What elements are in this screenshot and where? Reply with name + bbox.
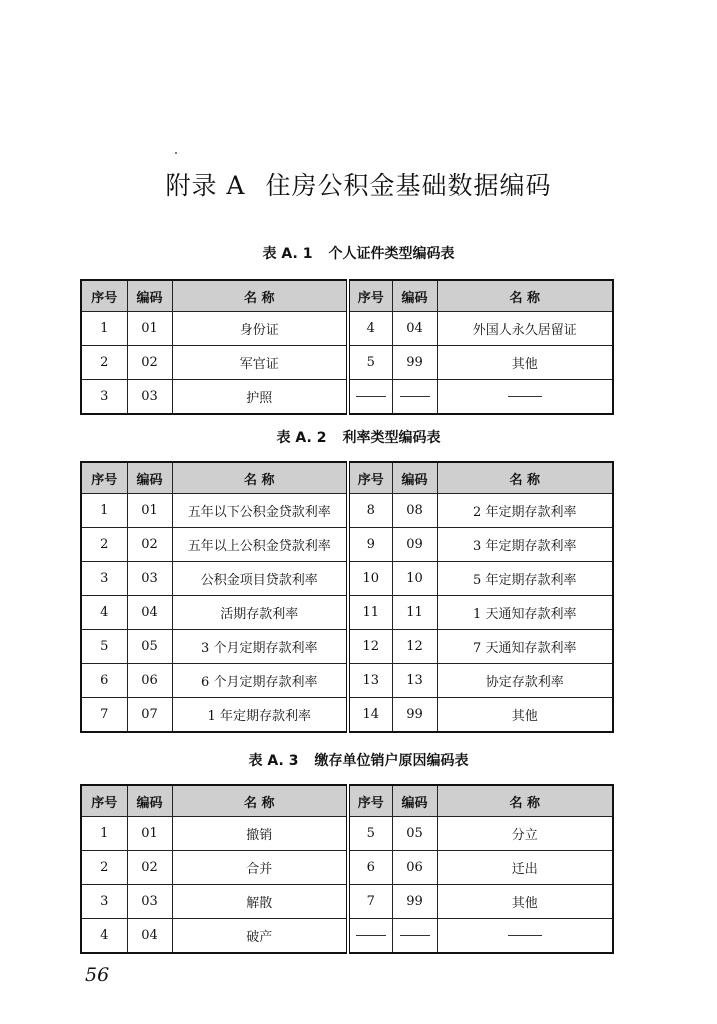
code-table xyxy=(80,784,614,954)
table-number: 表 A. 2 xyxy=(276,430,327,446)
name-cell: 身份证 xyxy=(172,312,348,346)
code-cell: 03 xyxy=(127,562,172,596)
table-number: 表 A. 3 xyxy=(248,753,299,769)
column-header-name: 名 称 xyxy=(172,785,348,817)
name-cell: 协定存款利率 xyxy=(437,664,613,698)
name-cell: 护照 xyxy=(172,380,348,415)
seq-cell: 1 xyxy=(81,312,127,346)
code-cell: 10 xyxy=(392,562,437,596)
column-header-seq: 序号 xyxy=(81,785,127,817)
name-cell: 其他 xyxy=(437,885,613,919)
column-header-code: 编码 xyxy=(127,280,172,312)
table-row xyxy=(81,312,613,346)
table-row xyxy=(81,919,613,954)
seq-cell: 2 xyxy=(81,346,127,380)
dash-mark xyxy=(400,396,430,397)
table-header-row xyxy=(81,280,613,312)
name-cell: 1 天通知存款利率 xyxy=(437,596,613,630)
column-header-seq: 序号 xyxy=(81,280,127,312)
page-number: 56 xyxy=(85,964,110,986)
table-title: 个人证件类型编码表 xyxy=(328,246,455,262)
name-cell: 破产 xyxy=(172,919,348,954)
page-title xyxy=(0,166,717,202)
seq-cell: 1 xyxy=(81,494,127,528)
name-cell: 其他 xyxy=(437,346,613,380)
name-cell: 5 年定期存款利率 xyxy=(437,562,613,596)
seq-cell: 3 xyxy=(81,380,127,415)
table-row xyxy=(81,817,613,851)
dash-mark xyxy=(508,935,542,936)
scan-speck xyxy=(175,152,177,154)
name-cell: 3 个月定期存款利率 xyxy=(172,630,348,664)
column-header-code: 编码 xyxy=(392,280,437,312)
column-header-code: 编码 xyxy=(127,462,172,494)
table-title: 利率类型编码表 xyxy=(342,430,441,446)
name-cell: 其他 xyxy=(437,698,613,733)
code-cell: 99 xyxy=(392,885,437,919)
table-caption xyxy=(0,750,717,770)
empty-cell xyxy=(392,919,437,954)
column-header-code: 编码 xyxy=(392,785,437,817)
code-cell: 04 xyxy=(127,596,172,630)
name-cell: 迁出 xyxy=(437,851,613,885)
table-row xyxy=(81,698,613,733)
code-cell: 04 xyxy=(392,312,437,346)
seq-cell: 13 xyxy=(348,664,392,698)
code-cell: 02 xyxy=(127,528,172,562)
seq-cell: 8 xyxy=(348,494,392,528)
column-header-code: 编码 xyxy=(392,462,437,494)
table-row xyxy=(81,630,613,664)
code-table xyxy=(80,461,614,733)
seq-cell: 3 xyxy=(81,562,127,596)
column-header-seq: 序号 xyxy=(348,280,392,312)
name-cell: 活期存款利率 xyxy=(172,596,348,630)
seq-cell: 4 xyxy=(348,312,392,346)
name-cell: 五年以下公积金贷款利率 xyxy=(172,494,348,528)
seq-cell: 2 xyxy=(81,528,127,562)
seq-cell: 6 xyxy=(81,664,127,698)
table-title: 缴存单位销户原因编码表 xyxy=(314,753,469,769)
code-cell: 99 xyxy=(392,346,437,380)
code-cell: 02 xyxy=(127,346,172,380)
name-cell: 3 年定期存款利率 xyxy=(437,528,613,562)
dash-mark xyxy=(400,935,430,936)
table-number: 表 A. 1 xyxy=(262,246,313,262)
seq-cell: 4 xyxy=(81,596,127,630)
name-cell: 军官证 xyxy=(172,346,348,380)
code-cell: 06 xyxy=(127,664,172,698)
empty-cell xyxy=(348,919,392,954)
code-cell: 05 xyxy=(127,630,172,664)
table-caption xyxy=(0,427,717,447)
code-cell: 08 xyxy=(392,494,437,528)
column-header-seq: 序号 xyxy=(348,785,392,817)
table-header-row xyxy=(81,785,613,817)
empty-cell xyxy=(348,380,392,415)
seq-cell: 4 xyxy=(81,919,127,954)
table-row xyxy=(81,562,613,596)
code-cell: 03 xyxy=(127,380,172,415)
code-cell: 04 xyxy=(127,919,172,954)
appendix-label: 附录 A xyxy=(165,171,246,200)
name-cell: 2 年定期存款利率 xyxy=(437,494,613,528)
seq-cell: 5 xyxy=(348,346,392,380)
seq-cell: 5 xyxy=(81,630,127,664)
table-row xyxy=(81,346,613,380)
code-cell: 01 xyxy=(127,312,172,346)
empty-cell xyxy=(392,380,437,415)
name-cell: 五年以上公积金贷款利率 xyxy=(172,528,348,562)
code-cell: 03 xyxy=(127,885,172,919)
table-row xyxy=(81,664,613,698)
code-cell: 01 xyxy=(127,817,172,851)
name-cell: 外国人永久居留证 xyxy=(437,312,613,346)
seq-cell: 5 xyxy=(348,817,392,851)
code-cell: 07 xyxy=(127,698,172,733)
column-header-name: 名 称 xyxy=(437,785,613,817)
name-cell: 1 年定期存款利率 xyxy=(172,698,348,733)
name-cell: 合并 xyxy=(172,851,348,885)
table-row xyxy=(81,528,613,562)
seq-cell: 6 xyxy=(348,851,392,885)
table-row xyxy=(81,380,613,415)
table-row xyxy=(81,851,613,885)
dash-mark xyxy=(356,935,386,936)
code-cell: 11 xyxy=(392,596,437,630)
name-cell: 7 天通知存款利率 xyxy=(437,630,613,664)
code-cell: 06 xyxy=(392,851,437,885)
column-header-name: 名 称 xyxy=(172,462,348,494)
column-header-name: 名 称 xyxy=(437,280,613,312)
table-caption xyxy=(0,243,717,263)
name-cell: 解散 xyxy=(172,885,348,919)
column-header-name: 名 称 xyxy=(437,462,613,494)
table-row xyxy=(81,494,613,528)
name-cell: 公积金项目贷款利率 xyxy=(172,562,348,596)
seq-cell: 7 xyxy=(348,885,392,919)
dash-mark xyxy=(508,396,542,397)
seq-cell: 9 xyxy=(348,528,392,562)
code-cell: 13 xyxy=(392,664,437,698)
empty-cell xyxy=(437,380,613,415)
seq-cell: 10 xyxy=(348,562,392,596)
column-header-code: 编码 xyxy=(127,785,172,817)
seq-cell: 7 xyxy=(81,698,127,733)
column-header-seq: 序号 xyxy=(81,462,127,494)
column-header-seq: 序号 xyxy=(348,462,392,494)
table-row xyxy=(81,596,613,630)
seq-cell: 2 xyxy=(81,851,127,885)
code-cell: 02 xyxy=(127,851,172,885)
name-cell: 撤销 xyxy=(172,817,348,851)
table-row xyxy=(81,885,613,919)
code-table xyxy=(80,279,614,415)
name-cell: 分立 xyxy=(437,817,613,851)
dash-mark xyxy=(356,396,386,397)
code-cell: 99 xyxy=(392,698,437,733)
seq-cell: 3 xyxy=(81,885,127,919)
code-cell: 09 xyxy=(392,528,437,562)
empty-cell xyxy=(437,919,613,954)
seq-cell: 12 xyxy=(348,630,392,664)
code-cell: 01 xyxy=(127,494,172,528)
seq-cell: 1 xyxy=(81,817,127,851)
appendix-title: 住房公积金基础数据编码 xyxy=(265,171,552,200)
code-cell: 12 xyxy=(392,630,437,664)
seq-cell: 11 xyxy=(348,596,392,630)
table-header-row xyxy=(81,462,613,494)
code-cell: 05 xyxy=(392,817,437,851)
name-cell: 6 个月定期存款利率 xyxy=(172,664,348,698)
seq-cell: 14 xyxy=(348,698,392,733)
column-header-name: 名 称 xyxy=(172,280,348,312)
